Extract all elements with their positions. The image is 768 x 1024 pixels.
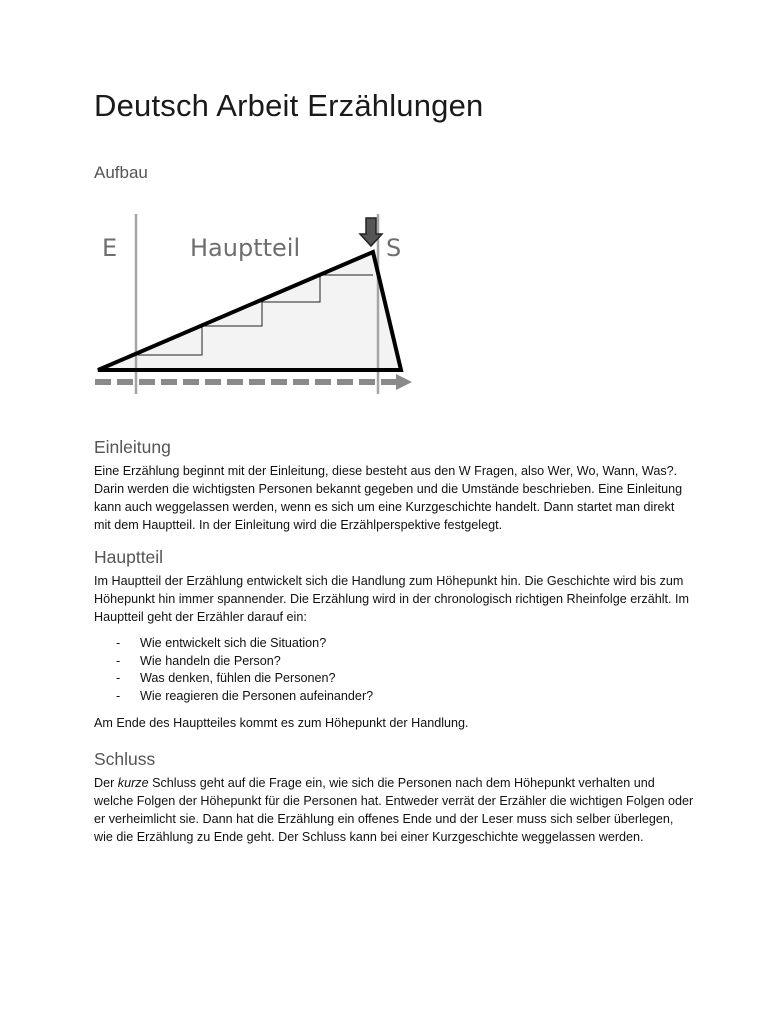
story-structure-diagram [90,210,420,405]
section-heading-hauptteil: Hauptteil [94,547,164,567]
bullet-dash: - [116,653,121,668]
hauptteil-question-list [94,635,694,705]
einleitung-paragraph: Eine Erzählung beginnt mit der Einleitung, diese besteht aus den W Fragen, also Wer, Wo, Wann, Was?. Darin werden die wichtigsten Personen bekannt gegeben und die Umstände beschrieben. Eine Einleitung kann auch weggelassen werden, wenn es sich um eine Kurzgeschichte handelt. Dann startet man direkt mit dem Hauptteil. In der Einleitung wird die Erzählperspektive festgelegt. [94,464,683,532]
section-heading-einleitung: Einleitung [94,437,171,457]
hauptteil-closing-paragraph: Am Ende des Hauptteiles kommt es zum Höhepunkt der Handlung. [94,716,469,730]
label-einleitung: E [102,234,118,262]
bullet-dash: - [116,636,121,650]
list-item: - Wie reagieren die Personen aufeinander? [94,688,694,706]
section-schluss [94,749,694,846]
list-item: - Wie entwickelt sich die Situation? [94,635,694,653]
schluss-paragraph: Der kurze Schluss geht auf die Frage ein, wie sich die Personen nach dem Höhepunkt verhalten und welche Folgen der Höhepunkt für die Personen hat. Entweder verrät der Erzähler die wichtigen Folgen oder er verheimlicht sie. Dann hat die Erzählung ein offenes Ende und der Leser muss sich selber überlegen, wie die Erzählung zu Ende geht. Der Schluss kann bei einer Kurzgeschichte weggelassen werden. [94,776,694,844]
bullet-dash: - [116,688,121,703]
section-hauptteil [94,547,694,732]
section-einleitung [94,437,694,534]
document-title: Deutsch Arbeit Erzählungen [94,88,484,123]
timeline-arrowhead [396,374,412,390]
section-heading-aufbau: Aufbau [94,163,148,182]
bullet-dash: - [116,671,121,685]
hauptteil-paragraph: Im Hauptteil der Erzählung entwickelt sich die Handlung zum Höhepunkt hin. Die Geschichte wird bis zum Höhepunkt hin immer spannender. Die Erzählung wird in der chronologisch richtigen Rheinfolge erzählt. Im Hauptteil geht der Erzähler darauf ein: [94,574,690,624]
list-item: - Was denken, fühlen die Personen? [94,670,694,688]
label-schluss: S [386,234,402,262]
section-heading-schluss: Schluss [94,749,156,769]
list-item: - Wie handeln die Person? [94,653,694,671]
emphasis-kurze: kurze [117,776,149,790]
label-hauptteil: Hauptteil [190,234,301,262]
